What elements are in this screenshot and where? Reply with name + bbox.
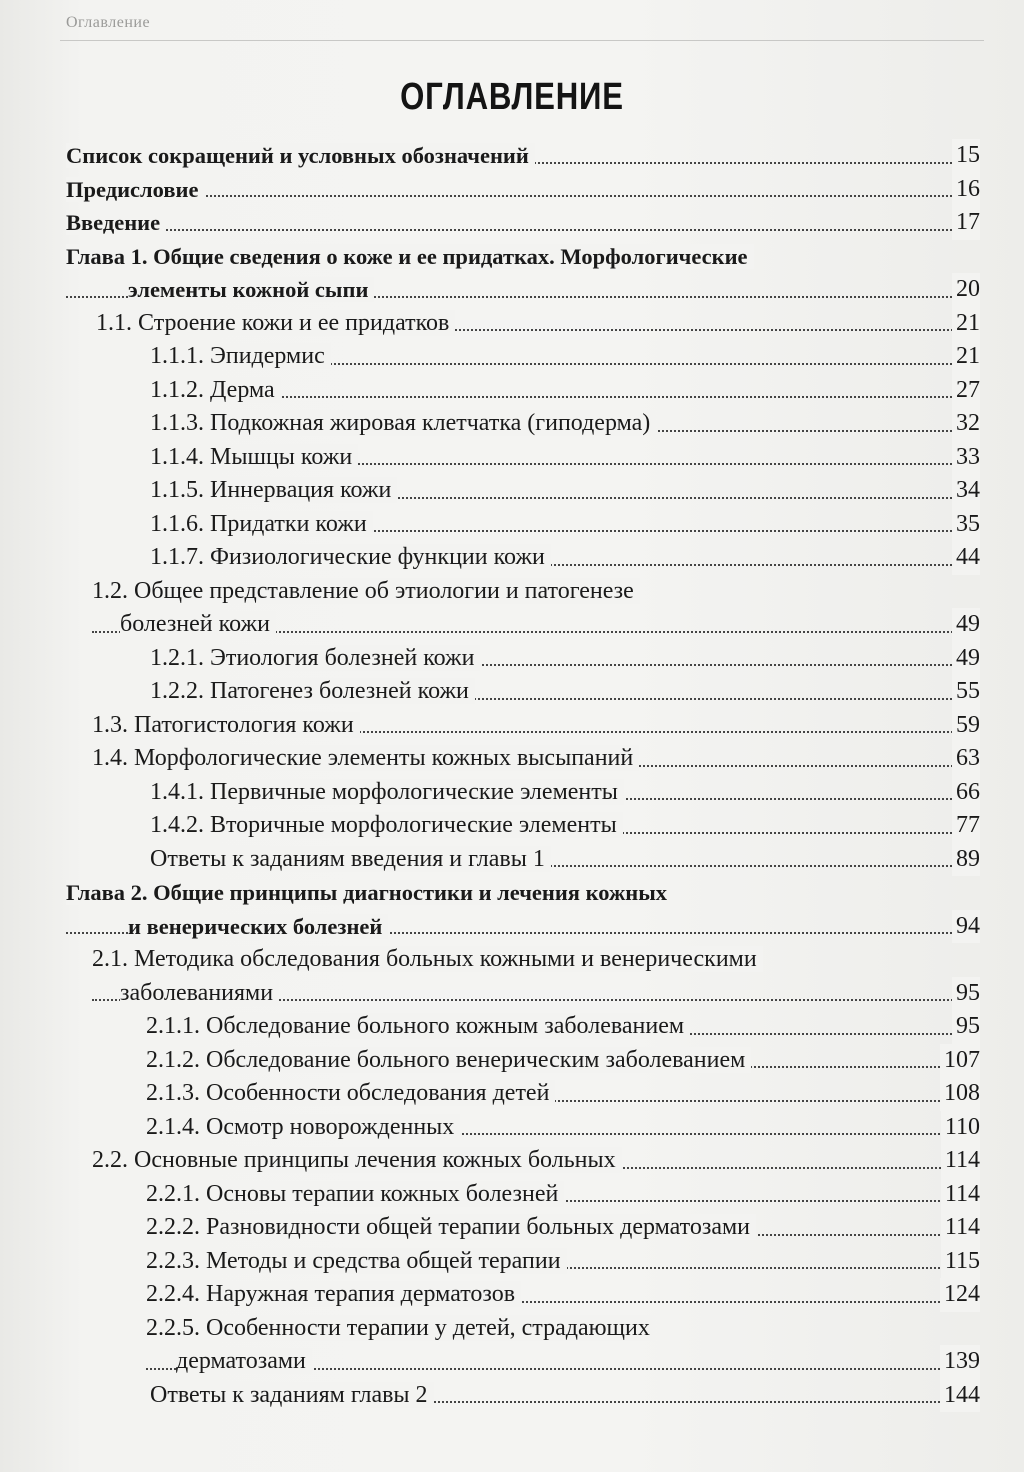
toc-page-number: 17 [952, 206, 980, 240]
toc-page-number: 95 [952, 977, 980, 1011]
toc-entry-title: Предисловие [66, 177, 204, 202]
toc-entry-1-1-3[interactable] [66, 407, 980, 441]
toc-page-number: 124 [940, 1278, 980, 1312]
toc-entry-1-1-2[interactable] [66, 374, 980, 408]
toc-entry-title: 1.4.1. Первичные морфологические элементы [150, 779, 624, 805]
toc-page-number: 115 [941, 1245, 980, 1279]
toc-page-number: 21 [952, 307, 980, 341]
toc-page-number: 20 [952, 273, 980, 307]
toc-entry-1-2[interactable] [66, 575, 980, 642]
toc-page-number: 32 [952, 407, 980, 441]
toc-page-number: 34 [952, 474, 980, 508]
toc-entry-title: 2.2.2. Разновидности общей терапии больных дерматозами [146, 1214, 756, 1240]
toc-page-number: 59 [952, 709, 980, 743]
toc-entry-2-2-1[interactable] [66, 1178, 980, 1212]
toc-entry-answers-2[interactable] [66, 1379, 980, 1413]
toc-entry-2-2-5[interactable] [66, 1312, 980, 1379]
toc-entry-title: 2.1.3. Особенности обследования детей [146, 1080, 555, 1106]
toc-entry-title: 2.2.3. Методы и средства общей терапии [146, 1248, 567, 1274]
toc-entry-title: 1.3. Патогистология кожи [92, 712, 360, 738]
toc-page-number: 33 [952, 441, 980, 475]
toc-entry-1-1-4[interactable] [66, 441, 980, 475]
toc-entry-title-cont: болезней кожи [120, 611, 276, 637]
toc-entry-title: 1.2.2. Патогенез болезней кожи [150, 678, 475, 704]
toc-entry-abbreviations[interactable] [66, 139, 980, 173]
toc-entry-title: 2.2.5. Особенности терапии у детей, страдающих [146, 1315, 656, 1341]
toc-entry-1-2-2[interactable] [66, 675, 980, 709]
toc-entry-2-2-3[interactable] [66, 1245, 980, 1279]
top-rule [60, 40, 984, 41]
toc-entry-2-1-2[interactable] [66, 1044, 980, 1078]
toc-entry-title: Список сокращений и условных обозначений [66, 143, 535, 168]
toc-page-number: 114 [941, 1211, 980, 1245]
toc-entry-title: 1.1.4. Мышцы кожи [150, 444, 358, 470]
toc-entry-2-1-4[interactable] [66, 1111, 980, 1145]
toc-entry-title: 1.4.2. Вторичные морфологические элементы [150, 812, 623, 838]
toc-entry-title: 2.2. Основные принципы лечения кожных больных [92, 1147, 622, 1173]
toc-entry-introduction[interactable] [66, 206, 980, 240]
toc-entry-2-2-4[interactable] [66, 1278, 980, 1312]
toc-entry-1-1-7[interactable] [66, 541, 980, 575]
toc-entry-title: 2.2.1. Основы терапии кожных болезней [146, 1181, 564, 1207]
toc-entry-2-1-1[interactable] [66, 1010, 980, 1044]
toc-page-number: 35 [952, 508, 980, 542]
toc-entry-title: 1.1.2. Дерма [150, 377, 281, 403]
toc-entry-title: 2.1. Методика обследования больных кожными и венерическими [92, 946, 763, 972]
toc-page-number: 139 [940, 1345, 980, 1379]
toc-page-number: 15 [952, 139, 980, 173]
toc-page-number: 49 [952, 642, 980, 676]
toc-entry-1-1-6[interactable] [66, 508, 980, 542]
toc-entry-title: 2.2.4. Наружная терапия дерматозов [146, 1281, 521, 1307]
toc-entry-1-1-1[interactable] [66, 340, 980, 374]
toc-entry-title-cont: и венерических болезней [128, 914, 388, 939]
toc-entry-2-1-3[interactable] [66, 1077, 980, 1111]
toc-page-number: 44 [952, 541, 980, 575]
table-of-contents [66, 139, 980, 1412]
toc-entry-1-4[interactable] [66, 742, 980, 776]
toc-entry-title: Введение [66, 210, 166, 235]
toc-entry-1-3[interactable] [66, 709, 980, 743]
toc-page-number: 63 [952, 742, 980, 776]
toc-page-number: 95 [952, 1010, 980, 1044]
toc-page-number: 108 [940, 1077, 980, 1111]
toc-page-number: 55 [952, 675, 980, 709]
toc-page-number: 77 [952, 809, 980, 843]
toc-page-number: 114 [941, 1178, 980, 1212]
toc-entry-title: 1.1. Строение кожи и ее придатков [96, 310, 455, 336]
toc-entry-title: Ответы к заданиям введения и главы 1 [150, 846, 551, 872]
toc-entry-1-1-5[interactable] [66, 474, 980, 508]
toc-entry-title: 1.1.3. Подкожная жировая клетчатка (гиподерма) [150, 410, 656, 436]
running-head: Оглавление [66, 14, 151, 31]
toc-page-number: 21 [952, 340, 980, 374]
toc-entry-title-cont: дерматозами [176, 1348, 312, 1374]
toc-entry-title: 1.2. Общее представление об этиологии и патогенезе [92, 578, 640, 604]
toc-entry-title: 1.1.5. Иннервация кожи [150, 477, 397, 503]
toc-entry-preface[interactable] [66, 173, 980, 207]
toc-entry-title-cont: элементы кожной сыпи [128, 277, 374, 302]
toc-page-number: 66 [952, 776, 980, 810]
toc-entry-answers-1[interactable] [66, 843, 980, 877]
toc-entry-1-4-1[interactable] [66, 776, 980, 810]
toc-entry-title: 2.1.2. Обследование больного венерическим заболеванием [146, 1047, 751, 1073]
toc-entry-title: Глава 2. Общие принципы диагностики и лечения кожных [66, 880, 673, 905]
toc-page-number: 89 [952, 843, 980, 877]
toc-entry-1-4-2[interactable] [66, 809, 980, 843]
toc-entry-1-1[interactable] [66, 307, 980, 341]
toc-entry-1-2-1[interactable] [66, 642, 980, 676]
toc-page-number: 27 [952, 374, 980, 408]
page-title: ОГЛАВЛЕНИЕ [400, 76, 624, 118]
toc-entry-2-1[interactable] [66, 943, 980, 1010]
toc-entry-title: 2.1.4. Осмотр новорожденных [146, 1114, 460, 1140]
toc-entry-2-2[interactable] [66, 1144, 980, 1178]
toc-entry-title: 1.1.1. Эпидермис [150, 343, 331, 369]
toc-entry-title: 2.1.1. Обследование больного кожным заболеванием [146, 1013, 690, 1039]
toc-entry-2-2-2[interactable] [66, 1211, 980, 1245]
toc-page-number: 94 [952, 910, 980, 944]
toc-entry-title: 1.1.6. Придатки кожи [150, 511, 373, 537]
toc-page-number: 107 [940, 1044, 980, 1078]
toc-page-number: 144 [940, 1379, 980, 1413]
toc-page-number: 110 [941, 1111, 980, 1145]
toc-entry-title: 1.1.7. Физиологические функции кожи [150, 544, 551, 570]
toc-entry-title-cont: заболеваниями [120, 980, 279, 1006]
toc-page-number: 49 [952, 608, 980, 642]
toc-entry-chapter-2[interactable] [66, 876, 980, 943]
toc-entry-chapter-1[interactable] [66, 240, 980, 307]
toc-entry-title: Глава 1. Общие сведения о коже и ее придатках. Морфологические [66, 244, 754, 269]
toc-page-number: 114 [941, 1144, 980, 1178]
toc-entry-title: 1.4. Морфологические элементы кожных высыпаний [92, 745, 639, 771]
toc-entry-title: Ответы к заданиям главы 2 [150, 1382, 434, 1408]
toc-page-number: 16 [952, 173, 980, 207]
toc-entry-title: 1.2.1. Этиология болезней кожи [150, 645, 480, 671]
